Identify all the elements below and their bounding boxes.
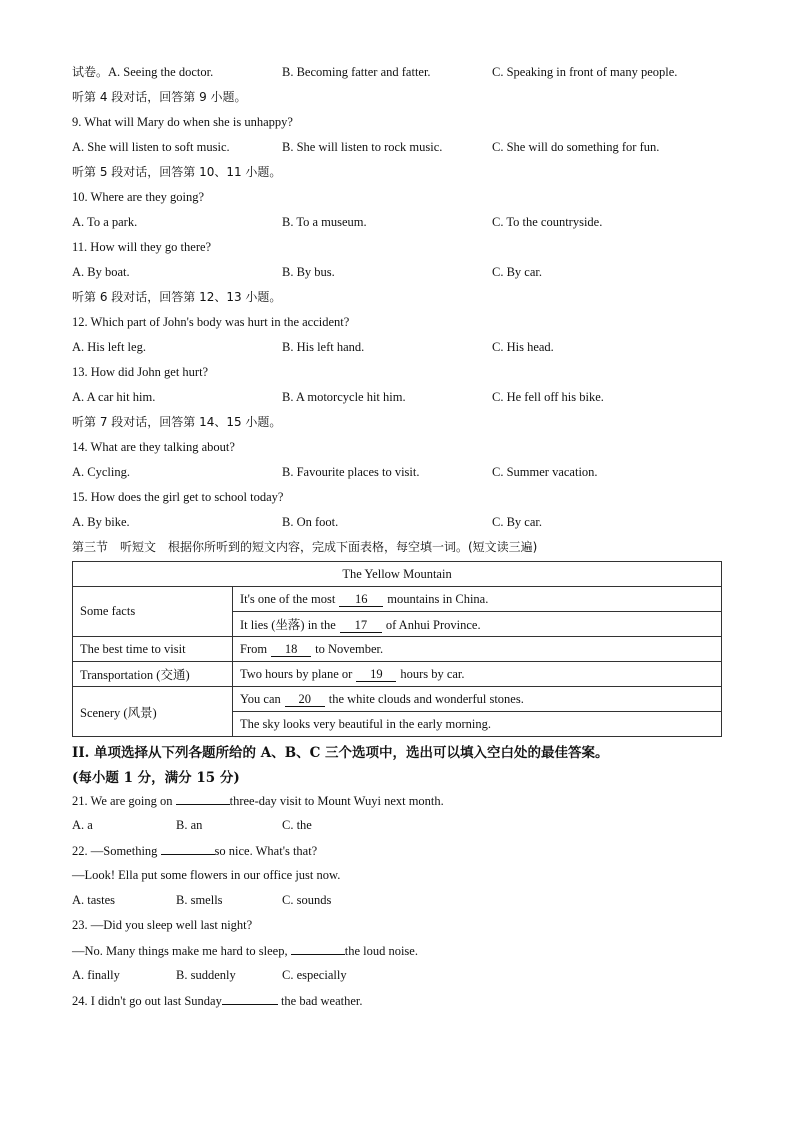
q14-option-a: A. Cycling. (72, 465, 130, 479)
q13-option-a: A. A car hit him. (72, 390, 156, 404)
q11-options (72, 263, 722, 288)
q15-option-a: A. By bike. (72, 515, 130, 529)
scenery-2-cell: The sky looks very beautiful in the early morning. (233, 712, 722, 737)
q23-option-a: A. finally (72, 968, 120, 982)
q22-option-b: B. smells (176, 893, 223, 907)
question-11: 11. How will they go there? (72, 240, 212, 254)
section-2-heading-line1: II. 单项选择从下列各题所给的 A、B、C 三个选项中，选出可以填入空白处的最佳答案。 (72, 745, 609, 761)
q23-options (72, 966, 722, 991)
q12-options (72, 338, 722, 363)
question-14: 14. What are they talking about? (72, 440, 235, 454)
q13-option-c: C. He fell off his bike. (492, 390, 604, 404)
q21-blank[interactable] (176, 791, 230, 805)
best-time-cell: From 18 to November. (233, 637, 722, 662)
q23-option-c: C. especially (282, 968, 347, 982)
exam-page (72, 63, 722, 1016)
question-9: 9. What will Mary do when she is unhappy? (72, 115, 293, 129)
question-23-reply: —No. Many things make me hard to sleep, the loud noise. (72, 941, 722, 966)
q10-option-c: C. To the countryside. (492, 215, 603, 229)
q9-option-c: C. She will do something for fun. (492, 140, 660, 154)
q8-options (72, 63, 722, 88)
question-10: 10. Where are they going? (72, 190, 205, 204)
question-22-reply: —Look! Ella put some flowers in our office just now. (72, 868, 341, 882)
label-some-facts: Some facts (73, 587, 233, 637)
q9-options (72, 138, 722, 163)
q24-blank[interactable] (222, 991, 278, 1005)
scenery-1-cell: You can 20 the white clouds and wonderful stones. (233, 687, 722, 712)
q12-option-c: C. His head. (492, 340, 554, 354)
q14-option-c: C. Summer vacation. (492, 465, 598, 479)
question-15: 15. How does the girl get to school today? (72, 490, 284, 504)
q14-options (72, 463, 722, 488)
question-23: 23. —Did you sleep well last night? (72, 918, 253, 932)
fact-2-cell: It lies (坐落) in the 17 of Anhui Province. (233, 612, 722, 637)
label-scenery: Scenery (风景) (73, 687, 233, 737)
q10-options (72, 213, 722, 238)
blank-16[interactable]: 16 (339, 592, 383, 607)
section-6-instruction: 听第 6 段对话，回答第 12、13 小题。 (72, 290, 282, 304)
question-12: 12. Which part of John's body was hurt in the accident? (72, 315, 350, 329)
fact-1-cell: It's one of the most 16 mountains in China. (233, 587, 722, 612)
section-4-instruction: 听第 4 段对话，回答第 9 小题。 (72, 90, 247, 104)
q12-option-a: A. His left leg. (72, 340, 146, 354)
question-24: 24. I didn't go out last Sunday the bad weather. (72, 991, 722, 1016)
q13-options (72, 388, 722, 413)
q10-option-b: B. To a museum. (282, 215, 367, 229)
q15-option-b: B. On foot. (282, 515, 339, 529)
question-13: 13. How did John get hurt? (72, 365, 209, 379)
blank-18[interactable]: 18 (271, 642, 311, 657)
section-3-heading: 第三节 听短文 根据你所听到的短文内容，完成下面表格，每空填一词。(短文读三遍) (72, 540, 538, 554)
q9-option-b: B. She will listen to rock music. (282, 140, 443, 154)
q23-blank[interactable] (291, 941, 345, 955)
q14-option-b: B. Favourite places to visit. (282, 465, 420, 479)
q13-option-b: B. A motorcycle hit him. (282, 390, 406, 404)
section-5-instruction: 听第 5 段对话，回答第 10、11 小题。 (72, 165, 282, 179)
label-transportation: Transportation (交通) (73, 662, 233, 687)
section-2-heading-line2: (每小题 1 分，满分 15 分) (72, 770, 240, 786)
question-22: 22. —Something so nice. What's that? (72, 841, 722, 866)
q8-option-b: B. Becoming fatter and fatter. (282, 65, 431, 79)
section-7-instruction: 听第 7 段对话，回答第 14、15 小题。 (72, 415, 282, 429)
q23-option-b: B. suddenly (176, 968, 236, 982)
yellow-mountain-table (72, 561, 722, 737)
transportation-cell: Two hours by plane or 19 hours by car. (233, 662, 722, 687)
q12-option-b: B. His left hand. (282, 340, 365, 354)
blank-17[interactable]: 17 (340, 618, 382, 633)
q11-option-c: C. By car. (492, 265, 542, 279)
q22-option-c: C. sounds (282, 893, 332, 907)
question-21: 21. We are going on three-day visit to Mount Wuyi next month. (72, 791, 722, 816)
q21-option-b: B. an (176, 818, 203, 832)
q15-options (72, 513, 722, 538)
q11-option-b: B. By bus. (282, 265, 335, 279)
q9-option-a: A. She will listen to soft music. (72, 140, 230, 154)
q8-option-a: 试卷。A. Seeing the doctor. (72, 65, 214, 79)
table-title: The Yellow Mountain (73, 562, 722, 587)
blank-19[interactable]: 19 (356, 667, 396, 682)
q22-option-a: A. tastes (72, 893, 116, 907)
q21-option-a: A. a (72, 818, 93, 832)
q22-blank[interactable] (161, 841, 215, 855)
q10-option-a: A. To a park. (72, 215, 138, 229)
q8-option-c: C. Speaking in front of many people. (492, 65, 678, 79)
q21-option-c: C. the (282, 818, 312, 832)
q11-option-a: A. By boat. (72, 265, 130, 279)
q22-options (72, 891, 722, 916)
label-best-time: The best time to visit (73, 637, 233, 662)
q15-option-c: C. By car. (492, 515, 542, 529)
q21-options (72, 816, 722, 841)
blank-20[interactable]: 20 (285, 692, 325, 707)
